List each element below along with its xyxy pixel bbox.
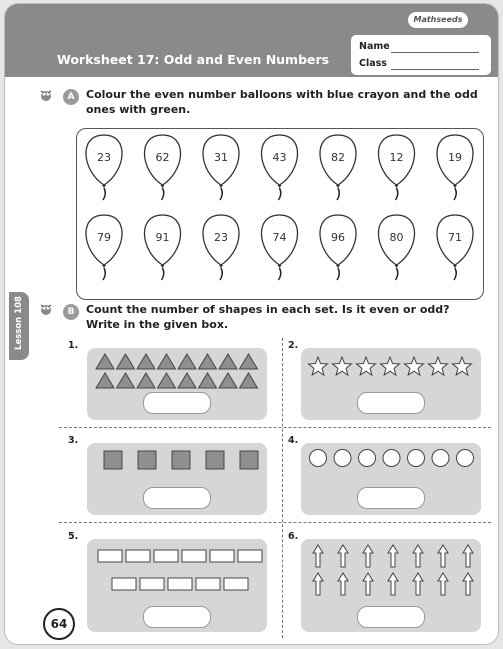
header-bar <box>5 4 498 77</box>
section-b-instruction-line2: Write in the given box. <box>86 318 229 331</box>
triangle-shape <box>240 373 258 388</box>
balloon-number: 19 <box>448 151 462 164</box>
question-panel <box>87 539 267 632</box>
balloon-number: 71 <box>448 231 462 244</box>
triangle-shape <box>117 373 135 388</box>
name-field[interactable] <box>391 52 479 53</box>
star-shape <box>405 357 424 375</box>
balloon-number: 23 <box>97 151 111 164</box>
worksheet-page <box>4 3 499 645</box>
balloon-number: 96 <box>331 231 345 244</box>
divider-line <box>59 522 491 523</box>
balloon-number: 62 <box>155 151 170 164</box>
balloon-number: 79 <box>97 231 111 244</box>
rectangle-shape <box>98 550 122 562</box>
rectangle-shape <box>224 578 248 590</box>
section-a-instruction-line2: ones with green. <box>86 103 191 116</box>
triangle-shape <box>96 373 114 388</box>
balloon[interactable] <box>203 135 239 200</box>
balloon[interactable] <box>320 215 356 280</box>
balloon[interactable] <box>261 215 297 280</box>
arrow-shape <box>388 545 398 567</box>
class-field[interactable] <box>391 69 479 70</box>
balloon[interactable] <box>261 135 297 200</box>
circle-shape <box>310 450 327 467</box>
arrow-shape <box>313 545 323 567</box>
balloon-number: 82 <box>331 151 345 164</box>
circle-shape <box>334 450 351 467</box>
class-label: Class <box>359 58 387 69</box>
answer-box[interactable] <box>357 392 425 414</box>
owl-mascot-icon <box>39 88 53 102</box>
question-panel <box>301 443 481 515</box>
square-shape <box>172 451 190 469</box>
triangle-shape <box>137 373 155 388</box>
triangle-shape <box>158 373 176 388</box>
answer-box[interactable] <box>357 606 425 628</box>
star-shape <box>429 357 448 375</box>
triangle-shape <box>240 354 258 369</box>
rectangle-shape <box>182 550 206 562</box>
balloon[interactable] <box>86 135 122 200</box>
question-panel <box>301 539 481 632</box>
name-class-box <box>351 35 491 75</box>
brand-logo: Mathseeds <box>408 12 468 28</box>
circle-shape <box>457 450 474 467</box>
balloon[interactable] <box>86 215 122 280</box>
balloon-number: 23 <box>214 231 228 244</box>
balloon[interactable] <box>144 215 180 280</box>
page-number: 64 <box>43 608 75 640</box>
arrow-shape <box>438 573 448 595</box>
balloon[interactable] <box>144 135 180 200</box>
balloon[interactable] <box>437 215 473 280</box>
answer-box[interactable] <box>143 487 211 509</box>
star-shape <box>357 357 376 375</box>
arrow-shape <box>413 573 423 595</box>
balloon-number: 91 <box>155 231 170 244</box>
balloon-number: 12 <box>389 151 404 164</box>
rectangle-shape <box>140 578 164 590</box>
balloon[interactable] <box>378 215 414 280</box>
arrow-shape <box>463 573 473 595</box>
section-a-instruction <box>86 87 478 117</box>
balloon-box <box>76 128 484 300</box>
star-shape <box>309 357 328 375</box>
square-shape <box>240 451 258 469</box>
arrow-shape <box>338 573 348 595</box>
arrow-shape <box>463 545 473 567</box>
question-number: 2. <box>288 340 299 351</box>
rectangle-shape <box>126 550 150 562</box>
arrow-shape <box>338 545 348 567</box>
worksheet-title: Worksheet 17: Odd and Even Numbers <box>57 52 330 67</box>
star-shape <box>333 357 352 375</box>
triangle-shape <box>137 354 155 369</box>
section-a-instruction-line1: Colour the even number balloons with blue crayon and the odd <box>86 88 478 101</box>
balloons-area <box>77 129 483 299</box>
arrow-shape <box>363 545 373 567</box>
question-number: 6. <box>288 531 299 542</box>
triangle-shape <box>219 373 237 388</box>
owl-mascot-icon <box>39 302 53 316</box>
divider-line <box>59 427 491 428</box>
arrow-shape <box>388 573 398 595</box>
question-number: 3. <box>68 435 79 446</box>
balloon[interactable] <box>203 215 239 280</box>
circle-shape <box>359 450 376 467</box>
balloon[interactable] <box>320 135 356 200</box>
triangle-shape <box>199 354 217 369</box>
triangle-shape <box>178 373 196 388</box>
star-shape <box>453 357 472 375</box>
lesson-tab <box>9 292 29 360</box>
arrow-shape <box>363 573 373 595</box>
square-shape <box>104 451 122 469</box>
rectangle-shape <box>238 550 262 562</box>
arrow-shape <box>313 573 323 595</box>
balloon[interactable] <box>378 135 414 200</box>
rectangle-shape <box>168 578 192 590</box>
triangle-shape <box>117 354 135 369</box>
arrow-shape <box>438 545 448 567</box>
question-panel <box>301 348 481 420</box>
question-panel <box>87 348 267 420</box>
triangle-shape <box>96 354 114 369</box>
arrow-shape <box>413 545 423 567</box>
answer-box[interactable] <box>357 487 425 509</box>
question-number: 5. <box>68 531 79 542</box>
section-b-instruction <box>86 302 450 332</box>
circle-shape <box>432 450 449 467</box>
balloon-number: 74 <box>272 231 287 244</box>
rectangle-shape <box>112 578 136 590</box>
balloon[interactable] <box>437 135 473 200</box>
question-number: 1. <box>68 340 79 351</box>
name-label: Name <box>359 41 390 52</box>
triangle-shape <box>178 354 196 369</box>
lesson-tab-label: Lesson 108 <box>14 296 24 350</box>
section-a-badge: A <box>63 89 79 105</box>
circle-shape <box>383 450 400 467</box>
question-panel <box>87 443 267 515</box>
star-shape <box>381 357 400 375</box>
rectangle-shape <box>196 578 220 590</box>
question-number: 4. <box>288 435 299 446</box>
answer-box[interactable] <box>143 392 211 414</box>
square-shape <box>138 451 156 469</box>
answer-box[interactable] <box>143 606 211 628</box>
section-b-badge: B <box>63 304 79 320</box>
rectangle-shape <box>210 550 234 562</box>
square-shape <box>206 451 224 469</box>
triangle-shape <box>199 373 217 388</box>
balloon-number: 43 <box>272 151 287 164</box>
section-b-instruction-line1: Count the number of shapes in each set. Is it even or odd? <box>86 303 450 316</box>
divider-line <box>282 338 283 638</box>
triangle-shape <box>219 354 237 369</box>
balloon-number: 80 <box>389 231 404 244</box>
rectangle-shape <box>154 550 178 562</box>
triangle-shape <box>158 354 176 369</box>
circle-shape <box>408 450 425 467</box>
balloon-number: 31 <box>214 151 228 164</box>
